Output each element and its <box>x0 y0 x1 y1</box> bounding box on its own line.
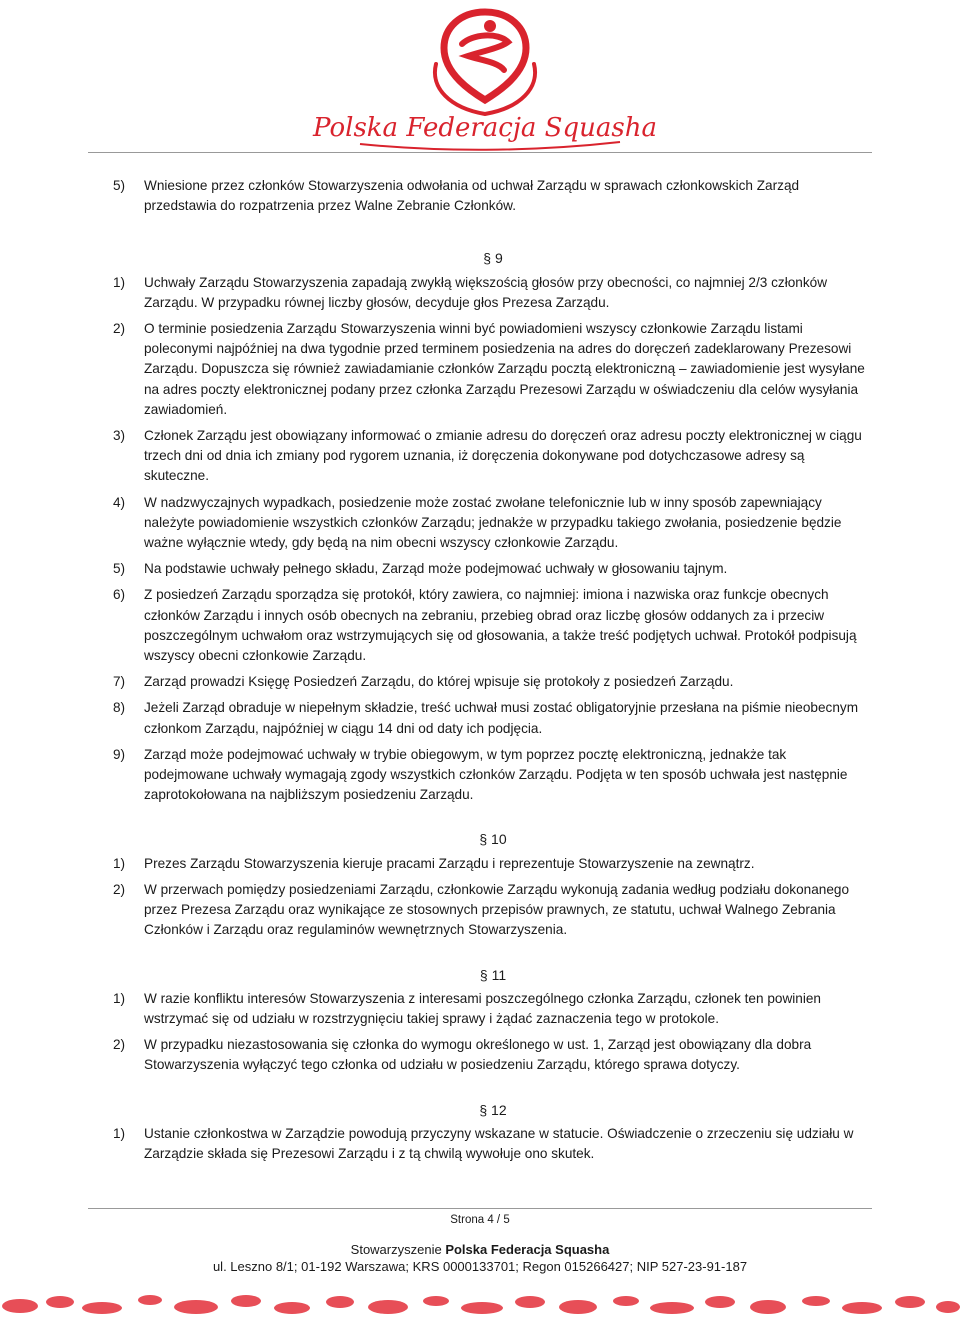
list-item <box>113 585 873 666</box>
pfs-logo-icon <box>313 4 657 154</box>
list-item <box>113 745 873 806</box>
section-heading: § 9 <box>483 250 503 267</box>
page-header <box>0 0 960 160</box>
item-number: 2) <box>113 1037 126 1053</box>
section-list <box>113 1124 873 1164</box>
list-item <box>113 319 873 420</box>
item-text: Jeżeli Zarząd obraduje w niepełnym składzie, treść uchwał musi zostać obligatoryjnie przesłana na piśmie nieobecnym członkom Zarządu, najpóźniej w ciągu 14 dni od daty ich podjęcia. <box>144 700 859 736</box>
list-item <box>113 176 873 216</box>
org-prefix: Stowarzyszenie <box>350 1242 446 1257</box>
item-number: 1) <box>113 855 126 871</box>
intro-list <box>113 176 873 216</box>
section-list <box>113 273 873 806</box>
item-number: 5) <box>113 178 126 193</box>
item-text: W przypadku niezastosowania się członka do wymogu określonego w ust. 1, Zarząd jest obowiązany dla dobra Stowarzyszenia wyłączyć tego członka od udziału w posiedzeniu Zarządu, którego sprawa dotyczy. <box>144 1037 812 1073</box>
item-text: Zarząd może podejmować uchwały w trybie obiegowym, w tym poprzez pocztę elektroniczną, jednakże tak podejmowane uchwały wymagają zgody wszystkich członków Zarządu. Podjęta w ten sposób uchwała jest następnie zaprotokołowana na najbliższym posiedzeniu Zarządu. <box>144 746 848 803</box>
item-text: Ustanie członkostwa w Zarządzie powodują przyczyny wskazane w statucie. Oświadczenie o zrzeczeniu się udziału w Zarządzie składa się Prezesowi Zarządu i z tą chwilą wywołuje ono skutek. <box>144 1125 854 1161</box>
item-text: Na podstawie uchwały pełnego składu, Zarząd może podejmować uchwały w głosowaniu tajnym. <box>144 561 728 577</box>
item-number: 6) <box>113 587 126 603</box>
section-list <box>113 989 873 1076</box>
item-number: 1) <box>113 990 126 1006</box>
list-item <box>113 880 873 941</box>
section-heading: § 12 <box>479 1101 507 1118</box>
item-number: 3) <box>113 428 126 444</box>
section-heading: § 11 <box>479 966 507 983</box>
item-text: Wniesione przez członków Stowarzyszenia odwołania od uchwał Zarządu w sprawach członkowskich Zarząd przedstawia do rozpatrzenia przez Walne Zebranie Członków. <box>144 178 800 214</box>
item-text: Prezes Zarządu Stowarzyszenia kieruje pracami Zarządu i reprezentuje Stowarzyszenie na zewnątrz. <box>144 855 755 871</box>
item-text: Zarząd prowadzi Księgę Posiedzeń Zarządu, do której wpisuje się protokoły z posiedzeń Zarządu. <box>144 674 734 690</box>
item-number: 8) <box>113 700 126 716</box>
header-divider <box>88 152 872 153</box>
item-number: 1) <box>113 274 126 290</box>
section-list <box>113 854 873 941</box>
item-text: W razie konfliktu interesów Stowarzyszenia z interesami poszczególnego członka Zarządu, członek ten powinien wstrzymać się od udziału w rozstrzygnięciu takiej sprawy i żądać zaznaczenia tego w protokole. <box>144 990 821 1026</box>
item-text: O terminie posiedzenia Zarządu Stowarzyszenia winni być powiadomieni wszyscy członkowie Zarządu listami poleconymi najpóźniej na dwa tygodnie przed terminem posiedzenia na adres do doręczeń zadeklarowany Prezesowi Zarządu. Dopuszcza się również zawiadamianie członków Zarządu pocztą elektroniczną – zawiadomienie jest wysyłane na adres poczty elektronicznej podany przez członka Zarządu Prezesowi Zarządu w oświadczeniu dla celów wysyłania zawiadomień. <box>144 321 865 417</box>
item-number: 1) <box>113 1125 126 1141</box>
item-number: 9) <box>113 746 126 762</box>
item-text: W nadzwyczajnych wypadkach, posiedzenie może zostać zwołane telefonicznie lub w inny sposób zapewniający należyte powiadomienie wszystkich członków Zarządu; jednakże w przypadku takiego zwołania, posiedzenie będzie ważne wyłącznie wtedy, gdy będą na nim obecni wszyscy członkowie Zarządu. <box>144 494 842 551</box>
org-name: Polska Federacja Squasha <box>445 1242 610 1257</box>
section-heading: § 10 <box>479 831 507 848</box>
footer-decoration-icon <box>0 1280 960 1319</box>
footer-organization <box>0 1242 960 1257</box>
item-text: Członek Zarządu jest obowiązany informować o zmianie adresu do doręczeń oraz adresu poczty elektronicznej w ciągu trzech dni od dnia ich zmiany pod rygorem uznania, iż doręczenia dokonywane pod dotychczasowe adresy są skuteczne. <box>144 428 862 484</box>
page-number: Strona 4 / 5 <box>450 1214 510 1226</box>
footer-divider <box>88 1208 872 1209</box>
item-number: 7) <box>113 674 126 690</box>
list-item <box>113 1035 873 1075</box>
item-number: 2) <box>113 881 126 897</box>
list-item <box>113 854 873 874</box>
list-item <box>113 672 873 692</box>
list-item <box>113 426 873 487</box>
list-item <box>113 559 873 579</box>
list-item <box>113 1124 873 1164</box>
list-item <box>113 989 873 1029</box>
item-text: Uchwały Zarządu Stowarzyszenia zapadają zwykłą większością głosów przy obecności, co najmniej 2/3 członków Zarządu. W przypadku równej liczby głosów, decyduje głos Prezesa Zarządu. <box>144 274 828 310</box>
list-item <box>113 698 873 738</box>
item-number: 4) <box>113 494 126 510</box>
document-body <box>113 176 873 1170</box>
item-number: 2) <box>113 321 126 337</box>
item-text: W przerwach pomiędzy posiedzeniami Zarządu, członkowie Zarządu wykonują zadania według podziału dokonanego przez Prezesa Zarządu oraz wynikające ze stosownych przepisów prawnych, ze statutu, uchwał Walnego Zebrania Członków i Zarządu oraz regulaminów wewnętrznych Stowarzyszenia. <box>144 881 850 938</box>
item-number: 5) <box>113 561 126 577</box>
list-item <box>113 273 873 313</box>
logo-text: Polska Federacja Squasha <box>313 113 657 143</box>
footer-address: ul. Leszno 8/1; 01-192 Warszawa; KRS 0000133701; Regon 015266427; NIP 527-23-91-187 <box>212 1259 748 1274</box>
list-item <box>113 493 873 554</box>
item-text: Z posiedzeń Zarządu sporządza się protokół, który zawiera, co najmniej: imiona i nazwiska oraz funkcje obecnych członków Zarządu i innych osób obecnych na zebraniu, przebieg obrad oraz liczbę głosów oddanych za i przeciw poszczególnym uchwałom oraz wstrzymujących się od głosowania, a także treść podjętych uchwał. Protokół podpisują wszyscy obecni członkowie Zarządu. <box>144 587 857 664</box>
